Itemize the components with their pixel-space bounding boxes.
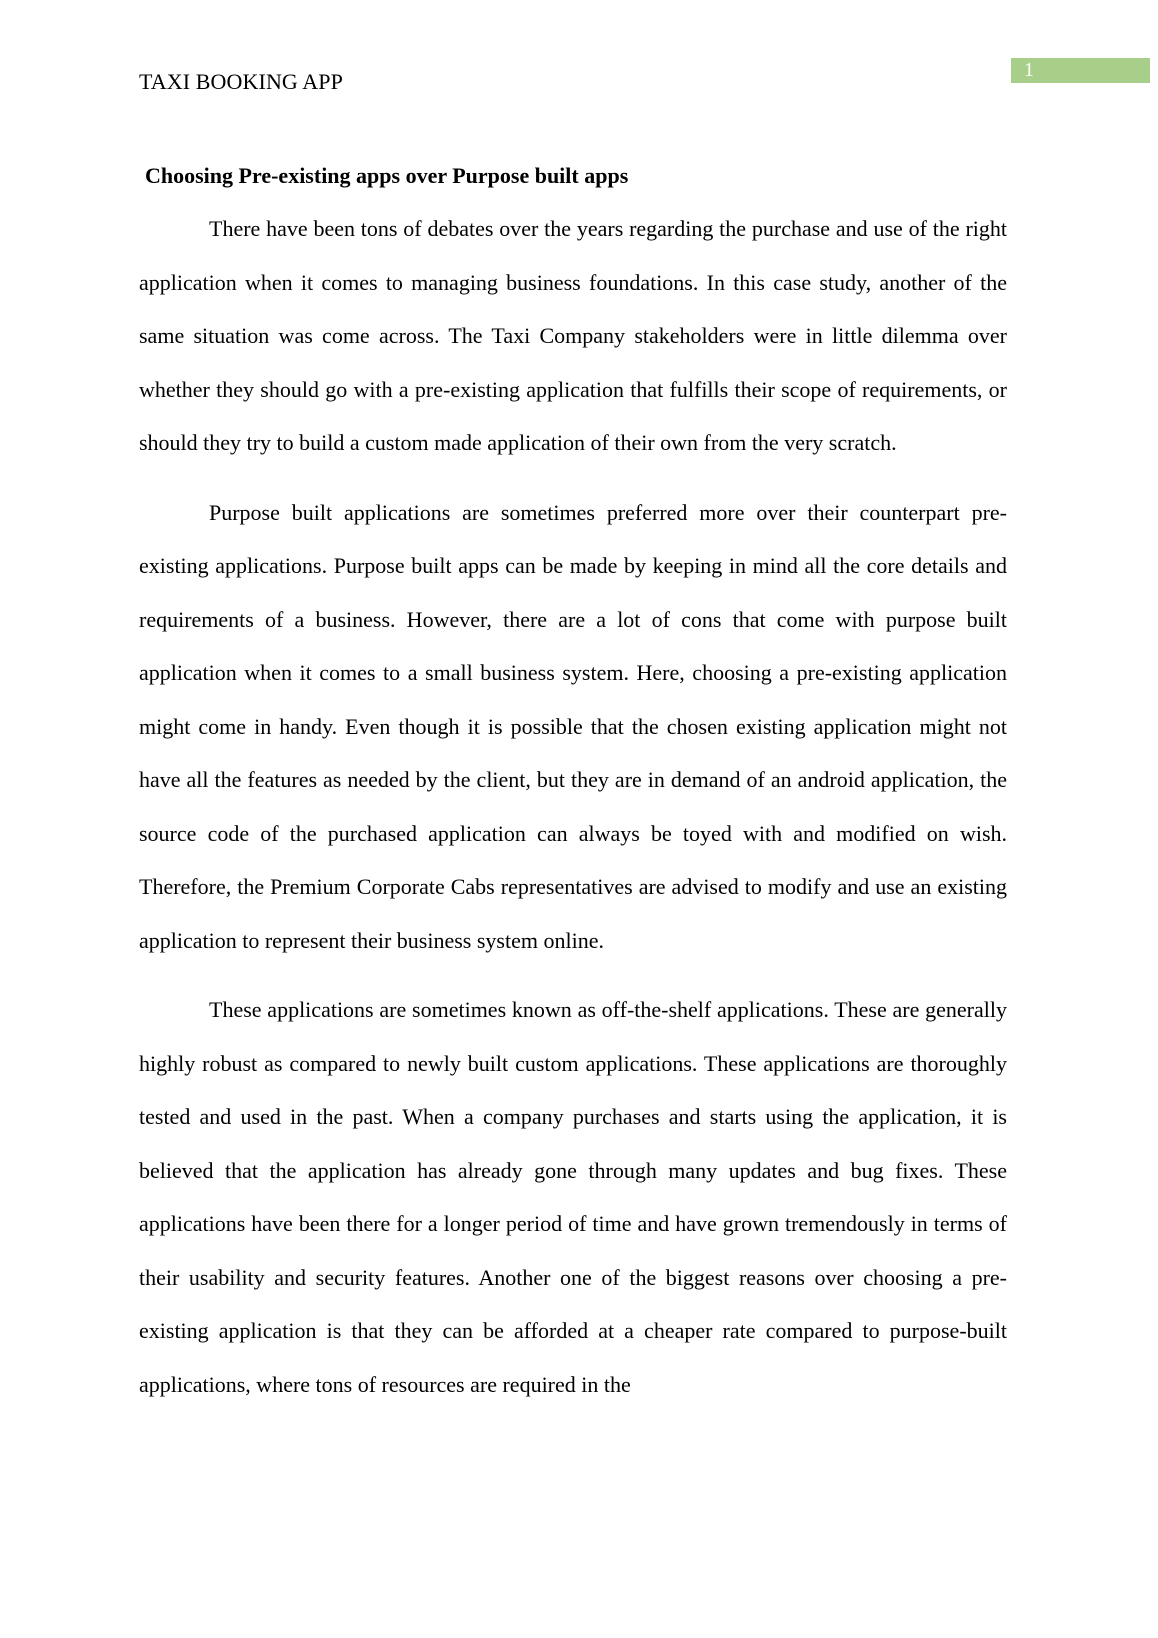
paragraph-2: Purpose built applications are sometimes preferred more over their counterpart pre-existing applications. Purpose built apps can be made by keeping in mind all the core details and requirements of a business. However, there are a lot of cons that come with purpose built application when it comes to a small business system. Here, choosing a pre-existing application might come in handy. Even though it is possible that the chosen existing application might not have all the features as needed by the client, but they are in demand of an android application, the source code of the purchased application can always be toyed with and modified on wish. Therefore, the Premium Corporate Cabs representatives are advised to modify and use an existing application to represent their business system online. <box>139 499 1007 953</box>
page-number-badge <box>1011 58 1150 83</box>
paragraph-1: There have been tons of debates over the years regarding the purchase and use of the right application when it comes to managing business foundations. In this case study, another of the same situation was come across. The Taxi Company stakeholders were in little dilemma over whether they should go with a pre-existing application that fulfills their scope of requirements, or should they try to build a custom made application of their own from the very scratch. <box>139 216 1007 455</box>
body-text <box>139 202 1007 1427</box>
page-number: 1 <box>1024 59 1034 81</box>
paragraph-3: These applications are sometimes known as off-the-shelf applications. These are generally highly robust as compared to newly built custom applications. These applications are thoroughly tested and used in the past. When a company purchases and starts using the application, it is believed that the application has already gone through many updates and bug fixes. These applications have been there for a longer period of time and have grown tremendously in terms of their usability and security features. Another one of the biggest reasons over choosing a pre-existing application is that they can be afforded at a cheaper rate compared to purpose-built applications, where tons of resources are required in the <box>139 997 1007 1397</box>
section-heading: Choosing Pre-existing apps over Purpose built apps <box>145 163 629 188</box>
running-header: TAXI BOOKING APP <box>139 69 343 94</box>
